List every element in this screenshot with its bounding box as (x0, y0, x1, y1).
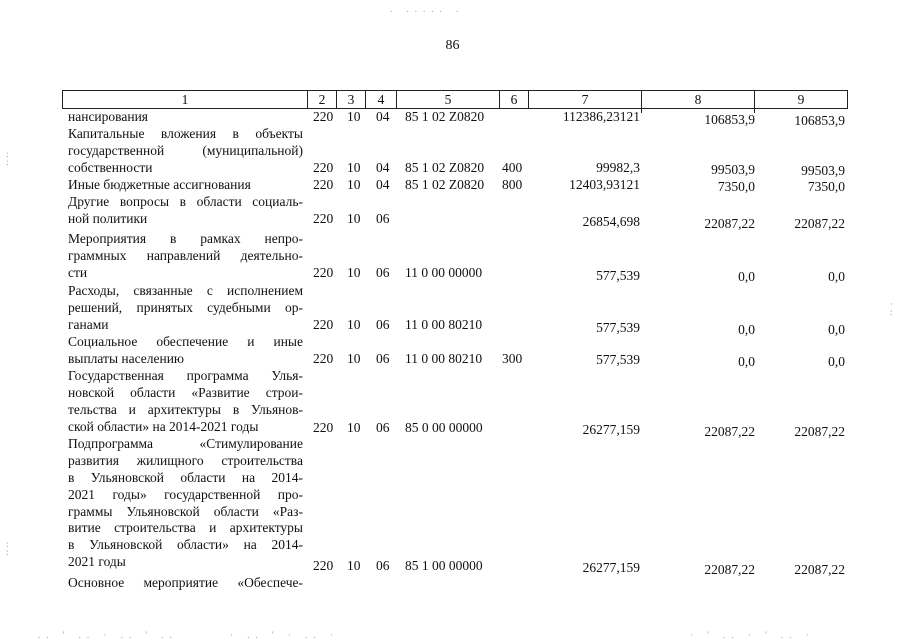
description-line: новской области «Развитие строи- (68, 384, 303, 400)
description-line: собственности (68, 159, 153, 175)
cell-col-9: 22087,22 (794, 424, 845, 439)
description-line: тельства и архитектуры в Ульянов- (68, 401, 303, 417)
cell-col-3: 10 (347, 317, 361, 332)
row-description (68, 109, 303, 126)
cell-col-2: 220 (313, 351, 334, 366)
cell-col-5: 85 1 02 Z0820 (405, 177, 485, 192)
cell-col-8: 22087,22 (704, 216, 755, 231)
description-line: Социальное обеспечение и иные (68, 334, 303, 349)
row-description (68, 231, 303, 282)
row-description (68, 575, 303, 592)
description-line: Мероприятия в рамках непро- (68, 231, 303, 246)
cell-col-3: 10 (347, 351, 361, 366)
cell-col-2: 220 (313, 420, 334, 435)
cell-col-7: 99982,3 (596, 160, 640, 175)
description-line: выплаты населению (68, 350, 185, 366)
description-line: ной политики (68, 210, 148, 226)
cell-col-8: 0,0 (738, 269, 755, 284)
scan-noise: · ' .. · ' .. · (690, 630, 815, 640)
description-line: Подпрограмма «Стимулирование (68, 436, 303, 451)
description-line: Капитальные вложения в объекты (68, 126, 303, 141)
description-line: Основное мероприятие «Обеспече- (68, 575, 303, 590)
cell-col-5: 85 1 02 Z0820 (405, 160, 485, 175)
cell-col-8: 0,0 (738, 354, 755, 369)
cell-col-4: 06 (376, 558, 390, 573)
description-line: 2021 годы (68, 554, 126, 570)
description-line: нансирования (68, 109, 149, 124)
description-line: Расходы, связанные с исполнением (68, 283, 303, 298)
cell-col-3: 10 (347, 420, 361, 435)
description-line: государственной (муниципальной) (68, 142, 303, 158)
header-col-3: 3 (347, 92, 355, 107)
cell-col-6: 400 (502, 160, 523, 175)
cell-col-7: 26854,698 (582, 214, 640, 229)
page-number: 86 (445, 38, 460, 53)
cell-col-9: 7350,0 (807, 179, 845, 194)
scan-noise: .. ' .. · .. ' .. (38, 630, 178, 640)
cell-col-8: 0,0 (738, 322, 755, 337)
cell-col-2: 220 (313, 558, 334, 573)
scan-noise: · : (890, 299, 893, 317)
cell-col-7: 26277,159 (582, 422, 640, 437)
cell-col-4: 06 (376, 211, 390, 226)
description-line: в Ульяновской области» на 2014- (68, 537, 303, 553)
header-col-5: 5 (444, 92, 452, 107)
description-line: граммы Ульяновской области «Раз- (68, 503, 303, 519)
cell-col-3: 10 (347, 109, 361, 124)
cell-col-9: 106853,9 (794, 113, 845, 128)
description-line: ганами (68, 316, 109, 332)
cell-col-9: 22087,22 (794, 216, 845, 231)
description-line: витие строительства и архитектуры (68, 520, 303, 536)
cell-col-8: 7350,0 (717, 179, 755, 194)
row-description (68, 334, 303, 368)
row-description (68, 126, 303, 177)
cell-col-8: 22087,22 (704, 562, 755, 577)
description-line: ской области» на 2014-2021 годы (68, 418, 259, 434)
cell-col-7: 577,539 (596, 268, 640, 283)
description-line: Государственная программа Улья- (68, 368, 303, 383)
cell-col-3: 10 (347, 211, 361, 226)
cell-col-7: 26277,159 (582, 560, 640, 575)
row-description (68, 177, 303, 194)
cell-col-2: 220 (313, 160, 334, 175)
cell-col-5: 85 1 00 00000 (405, 558, 483, 573)
description-line: Иные бюджетные ассигнования (68, 177, 251, 192)
cell-col-9: 22087,22 (794, 562, 845, 577)
cell-col-8: 106853,9 (704, 112, 755, 127)
cell-col-4: 04 (376, 109, 390, 124)
cell-col-6: 300 (502, 351, 523, 366)
cell-col-9: 0,0 (828, 354, 845, 369)
cell-col-7: 577,539 (596, 320, 640, 335)
scan-noise: : : (6, 149, 9, 167)
cell-col-7: 112386,23121 (562, 109, 640, 124)
cell-col-5: 11 0 00 80210 (405, 351, 483, 366)
cell-col-7: 12403,93121 (569, 177, 640, 192)
description-line: в Ульяновской области на 2014- (68, 469, 303, 485)
cell-col-5: 11 0 00 00000 (405, 265, 483, 280)
cell-col-3: 10 (347, 558, 361, 573)
header-col-7: 7 (581, 92, 589, 107)
cell-col-4: 06 (376, 420, 390, 435)
row-description (68, 368, 303, 436)
cell-col-4: 06 (376, 351, 390, 366)
header-col-9: 9 (797, 92, 805, 107)
header-col-6: 6 (510, 92, 518, 107)
description-line: 2021 годы» государственной про- (68, 486, 303, 502)
cell-col-2: 220 (313, 211, 334, 226)
cell-col-2: 220 (313, 265, 334, 280)
scan-noise: : : (6, 539, 9, 557)
cell-col-5: 85 1 02 Z0820 (405, 109, 485, 124)
cell-col-3: 10 (347, 265, 361, 280)
cell-col-4: 04 (376, 177, 390, 192)
row-description (68, 283, 303, 334)
cell-col-4: 04 (376, 160, 390, 175)
cell-col-9: 0,0 (828, 322, 845, 337)
description-line: граммных направлений деятельно- (68, 247, 303, 263)
cell-col-2: 220 (313, 109, 334, 124)
cell-col-2: 220 (313, 177, 334, 192)
cell-col-9: 99503,9 (801, 163, 845, 178)
cell-col-5: 11 0 00 80210 (405, 317, 483, 332)
cell-col-2: 220 (313, 317, 334, 332)
cell-col-4: 06 (376, 265, 390, 280)
header-col-1: 1 (181, 92, 189, 107)
scan-noise: . ..... . (390, 4, 465, 14)
cell-col-6: 800 (502, 177, 523, 192)
scan-noise: · .. ' · .. · (230, 630, 339, 640)
header-col-8: 8 (694, 92, 702, 107)
description-line: решений, принятых судебными ор- (68, 299, 303, 315)
cell-col-8: 22087,22 (704, 424, 755, 439)
row-description (68, 194, 303, 228)
table-header (62, 90, 848, 109)
description-line: сти (68, 264, 88, 280)
header-col-4: 4 (377, 92, 385, 107)
cell-col-3: 10 (347, 177, 361, 192)
cell-col-7: 577,539 (596, 352, 640, 367)
row-description (68, 436, 303, 571)
description-line: развития жилищного строительства (68, 452, 303, 468)
description-line: Другие вопросы в области социаль- (68, 194, 303, 209)
cell-col-3: 10 (347, 160, 361, 175)
header-col-2: 2 (318, 92, 326, 107)
cell-col-5: 85 0 00 00000 (405, 420, 483, 435)
cell-col-4: 06 (376, 317, 390, 332)
cell-col-8: 99503,9 (711, 162, 755, 177)
cell-col-9: 0,0 (828, 269, 845, 284)
